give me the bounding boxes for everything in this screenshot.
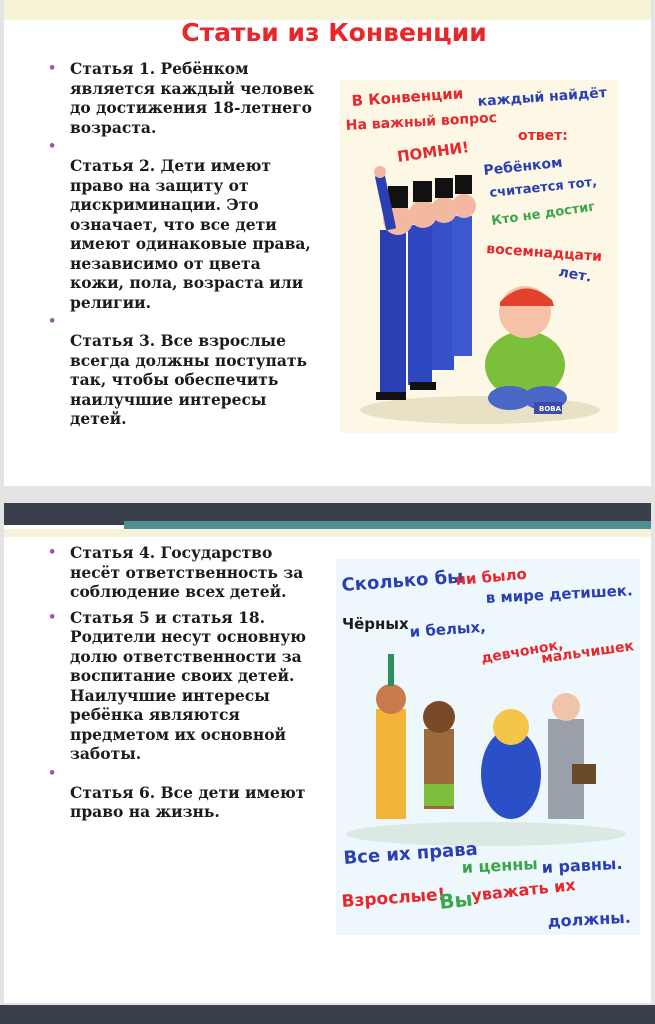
poster-line: Сколько бы [340,566,465,596]
poster-line: и равны. [541,853,623,877]
slide-top-band [4,0,651,20]
poster-sign: ВОВА [539,405,562,413]
poster-line: и белых, [409,617,487,641]
poster-line: ни было [454,564,528,589]
list-item: Статья 3. Все взрослые всегда должны поступать так, чтобы обеспечить наилучшие интересы детей. [70,331,308,428]
poster-line: Чёрных [342,615,409,633]
empty-list-item [46,137,316,156]
bullet-icon: • [48,314,57,329]
poster-line: должны. [547,907,632,931]
poster-line: лет. [557,264,593,286]
slide-title: Статьи из Конвенции [181,18,487,47]
slide-1 [4,0,651,486]
poster-line: в мире детишек. [485,581,634,607]
poster-line: ответ: [518,128,568,144]
bullet-icon: • [48,609,57,625]
poster-line: Взрослые! [340,884,446,912]
children-rights-poster-image [336,559,640,935]
poster-line: девчонок, [479,636,565,667]
list-item: Статья 6. Все дети имеют право на жизнь. [70,782,306,821]
poster-line: Кто не достиг [490,199,597,229]
bullet-icon: • [48,139,57,154]
poster-line: восемнадцати [485,241,603,266]
slide-2 [4,503,651,1003]
poster-line: На важный вопрос [345,110,498,134]
article-list [46,543,316,822]
bullet-icon: • [48,765,57,781]
poster-line: Вы [438,886,474,914]
convention-poster-image [340,80,618,433]
list-item: • Статья 4. Государство несёт ответственность за соблюдение всех детей. [48,543,304,601]
poster-line: и ценны [461,854,539,877]
article-list [46,59,316,429]
bullet-icon: • [48,545,57,560]
list-item: Статья 2. Дети имеют право на защиту от дискриминации. Это означает, что все дети имеют одинаковые права, независимо от цвета кожи, пола, возраста или религии. [70,156,311,312]
empty-list-item [46,764,316,783]
poster-line: мальчишек [540,638,635,667]
poster-line: Ребёнком [482,154,564,179]
list-item: • Статья 1. Ребёнком является каждый человек до достижения 18-летнего возраста. [48,59,315,137]
slide-cream-band [4,529,651,537]
poster-line: считается тот, [488,174,598,201]
poster-line: ПОМНИ! [396,138,471,166]
poster-line: Все их права [342,838,479,869]
slide-accent-bar [124,521,651,529]
bullet-icon: • [48,61,57,76]
poster-line: В Конвенции [351,84,464,110]
empty-list-item [46,312,316,331]
list-item: • Статья 5 и статья 18. Родители несут основную долю ответственности за воспитание своих детей. Наилучшие интересы ребёнка являются предметом их основной заботы. [48,607,307,763]
poster-line: каждый найдёт [477,85,608,110]
next-slide-edge [0,1005,655,1024]
poster-line: уважать их [470,875,577,905]
